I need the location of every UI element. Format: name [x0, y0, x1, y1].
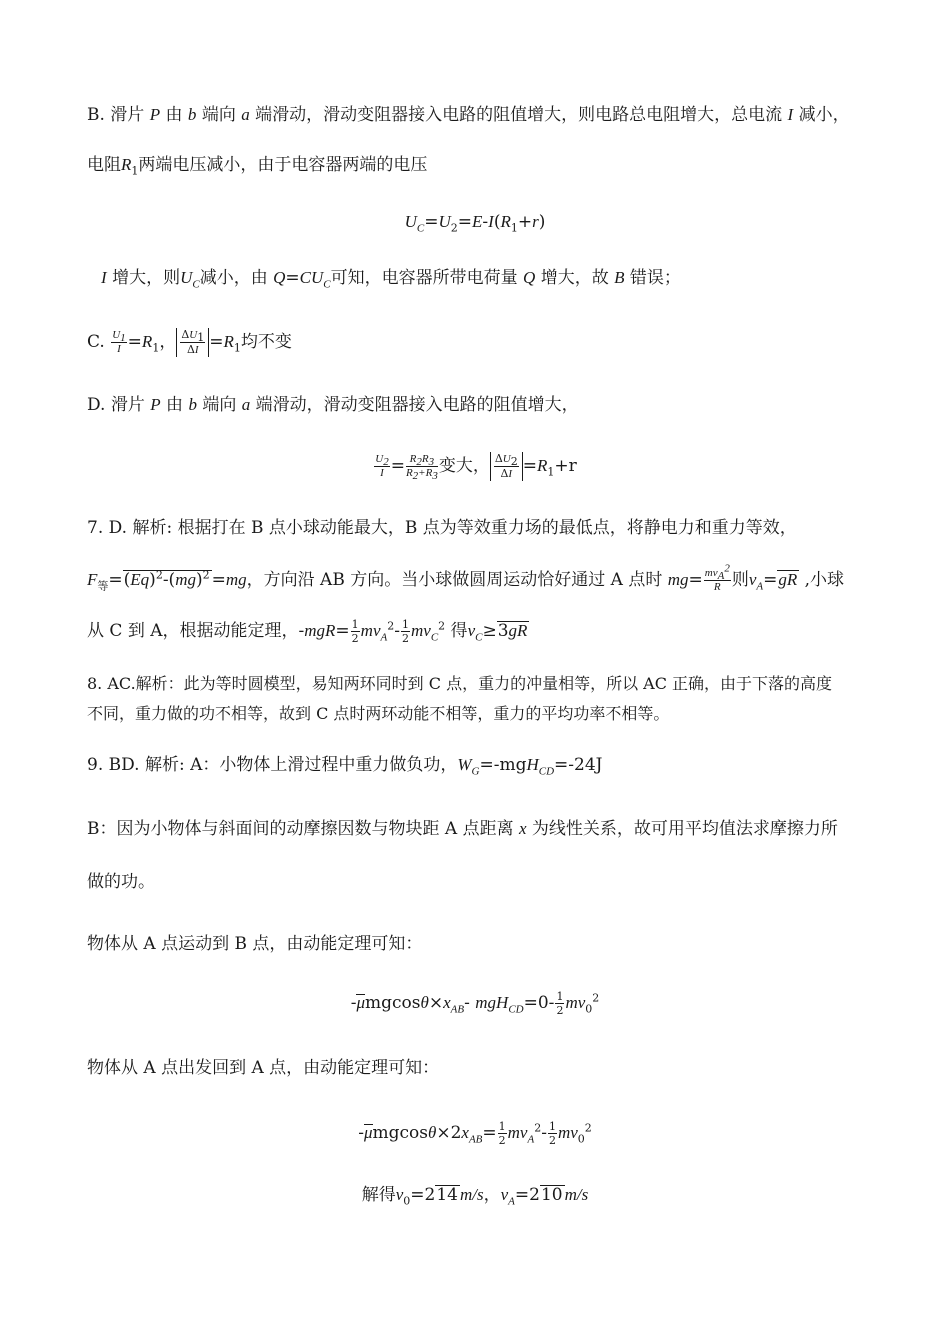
- q9-b-line1: B：因为小物体与斜面间的动摩擦因数与物块距 A 点距离 x 为线性关系，故可用平均值法求摩擦力所: [87, 819, 838, 839]
- q9-line1: 9. BD. 解析: A：小物体上滑过程中重力做负功，$W_G=-mgH_{CD}=-24J$: [87, 755, 603, 778]
- b-conclusion: I 增大，则$U_C$减小，由 $Q=CU_C$可知，电容器所带电荷量 Q 增大，故 B 错误；: [101, 268, 681, 291]
- q7-line1: 7. D. 解析: 根据打在 B 点小球动能最大，B 点为等效重力场的最低点，将静电力和重力等效，: [87, 518, 797, 538]
- q9-solution: 解得$v_0=214$ m/s，$v_A=210$ m/s: [361, 1185, 589, 1208]
- q7-line3: 从 C 到 A，根据动能定理，-mgR= $\frac{1}{2}$ $mv_A^2-$ $\frac{1}{2}$ $mv_C^2$ 得$v_C\ge 3gR$: [87, 618, 528, 645]
- d-intro: D. 滑片 P 由 b 端向 a 端滑动，滑动变阻器接入电路的阻值增大，: [87, 395, 579, 415]
- q9-aa-text: 物体从 A 点出发回到 A 点，由动能定理可知：: [87, 1058, 440, 1078]
- q9-b-line2: 做的功。: [87, 872, 155, 892]
- d-formula: $\frac{U_2}{I}$ = $\frac{R_2R_3}{R_2+R_3}$ 变大， $\frac{\Delta U_2}{\Delta I}$ $=R_1+r$: [375, 452, 577, 483]
- q9-ab-text: 物体从 A 点运动到 B 点，由动能定理可知：: [87, 934, 423, 954]
- q7-line2: $F_等=(Eq)^2-(mg)^2 =mg$，方向沿 AB 方向。当小球做圆周运动恰好通过 A 点时 mg= $\frac{mv_A^2}{R}$ 则$v_A=gR$ ,小球: [87, 562, 845, 593]
- c-line: C. $\frac{U_1}{I}$ $=R_1$， $\frac{\Delta U_1}{\Delta I}$ $=R_1$均不变: [87, 328, 292, 356]
- q9-ab-formula: $-\mu mgcos\theta\times x_{AB}-$ mgH$_{CD}$=0- $\frac{1}{2}$ $mv_0^2$: [350, 990, 600, 1017]
- b-formula: $U_C=U_2=E-I(R_1+r)$: [404, 212, 546, 235]
- q8-line2: 不同，重力做的功不相等，故到 C 点时两环动能不相等，重力的平均功率不相等。: [87, 704, 670, 723]
- q9-aa-formula: $-\mu mgcos\theta\times 2x_{AB}=$ $\frac{1}{2}$ $mv_A^2-$ $\frac{1}{2}$ $mv_0^2$: [358, 1120, 592, 1147]
- b-intro-line: B. 滑片 P 由 b 端向 a 端滑动，滑动变阻器接入电路的阻值增大，则电路总电阻增大，总电流 I 减小，: [87, 105, 850, 125]
- b-line2: 电阻$R_1$两端电压减小，由于电容器两端的电压: [87, 155, 428, 178]
- q8-line1: 8. AC.解析：此为等时圆模型，易知两环同时到 C 点，重力的冲量相等，所以 AC 正确，由于下落的高度: [87, 674, 833, 693]
